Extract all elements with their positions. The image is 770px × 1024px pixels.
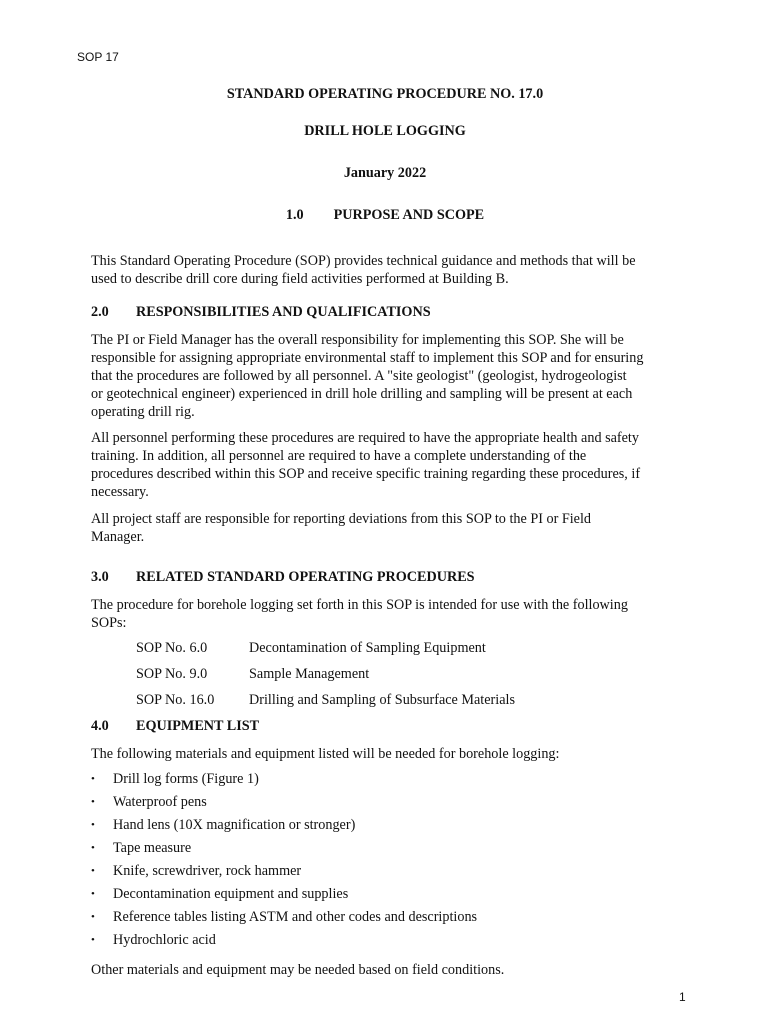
section-2-paragraph-2: [91, 429, 681, 501]
section-3-intro: [91, 596, 681, 632]
equipment-item-label: Knife, screwdriver, rock hammer: [113, 863, 302, 879]
section-2-title: RESPONSIBILITIES AND QUALIFICATIONS: [136, 304, 431, 320]
bullet-icon: •: [91, 842, 95, 854]
section-2-number: 2.0: [91, 304, 109, 320]
paragraph-line: SOPs:: [91, 615, 127, 631]
related-sop-number: SOP No. 9.0: [136, 666, 208, 682]
paragraph-line: or geotechnical engineer) experienced in drill hole drilling and sampling will be present at each: [91, 386, 633, 402]
document-date: January 2022: [343, 165, 427, 181]
bullet-icon: •: [91, 819, 95, 831]
related-sop-number: SOP No. 6.0: [136, 640, 208, 656]
section-3-number: 3.0: [91, 569, 109, 585]
related-sop-number: SOP No. 16.0: [136, 692, 215, 708]
bullet-icon: •: [91, 934, 95, 946]
section-3-title: RELATED STANDARD OPERATING PROCEDURES: [136, 569, 475, 585]
equipment-list-item: [91, 794, 207, 811]
equipment-item-label: Drill log forms (Figure 1): [113, 771, 259, 787]
related-sop-title: Drilling and Sampling of Subsurface Materials: [249, 692, 515, 708]
equipment-list-item: [91, 840, 191, 857]
equipment-list-item: [91, 771, 259, 788]
section-4-number: 4.0: [91, 718, 109, 734]
equipment-item-label: Waterproof pens: [113, 794, 207, 810]
paragraph-line: procedures described within this SOP and receive specific training regarding these procedures, if: [91, 466, 641, 482]
section-2-paragraph-3: [91, 510, 681, 546]
section-3-heading: [91, 569, 475, 586]
related-sop-title: Sample Management: [249, 666, 370, 682]
paragraph-line: necessary.: [91, 484, 149, 500]
equipment-item-label: Decontamination equipment and supplies: [113, 886, 349, 902]
paragraph-line: All personnel performing these procedures are required to have the appropriate health and safety: [91, 430, 639, 446]
equipment-list-item: [91, 932, 216, 949]
bullet-icon: •: [91, 773, 95, 785]
paragraph-line: The PI or Field Manager has the overall responsibility for implementing this SOP. She will be: [91, 332, 624, 348]
paragraph-line: Manager.: [91, 529, 145, 545]
paragraph-line: operating drill rig.: [91, 404, 195, 420]
section-1-title: PURPOSE AND SCOPE: [333, 207, 485, 223]
equipment-item-label: Reference tables listing ASTM and other codes and descriptions: [113, 909, 478, 925]
section-1-number: 1.0: [285, 207, 304, 223]
bullet-icon: •: [91, 865, 95, 877]
document-subtitle: DRILL HOLE LOGGING: [304, 123, 466, 139]
equipment-item-label: Hand lens (10X magnification or stronger): [113, 817, 356, 833]
related-sop-title: Decontamination of Sampling Equipment: [249, 640, 486, 656]
section-1-heading: [0, 207, 770, 224]
bullet-icon: •: [91, 888, 95, 900]
related-sop-row: [136, 640, 486, 657]
page-number: 1: [679, 990, 686, 1004]
equipment-list-item: [91, 909, 477, 926]
paragraph-line: that the procedures are followed by all personnel. A "site geologist" (geologist, hydrogeologist: [91, 368, 627, 384]
paragraph-line: This Standard Operating Procedure (SOP) provides technical guidance and methods that will be: [91, 253, 636, 269]
section-1-paragraph: [91, 252, 681, 288]
section-4-heading: [91, 718, 259, 735]
equipment-list-item: [91, 886, 348, 903]
equipment-list-item: [91, 817, 355, 834]
paragraph-line: training. In addition, all personnel are required to have a complete understanding of the: [91, 448, 587, 464]
paragraph-line: All project staff are responsible for reporting deviations from this SOP to the PI or Field: [91, 511, 592, 527]
bullet-icon: •: [91, 796, 95, 808]
section-4-closing: Other materials and equipment may be needed based on field conditions.: [91, 962, 505, 978]
section-4-intro: The following materials and equipment listed will be needed for borehole logging:: [91, 746, 560, 762]
equipment-item-label: Tape measure: [113, 840, 192, 856]
bullet-icon: •: [91, 911, 95, 923]
section-4-title: EQUIPMENT LIST: [136, 718, 260, 734]
header-sop-tag: SOP 17: [77, 50, 119, 64]
equipment-list-item: [91, 863, 301, 880]
paragraph-line: responsible for assigning appropriate environmental staff to implement this SOP and for ensuring: [91, 350, 644, 366]
related-sop-row: [136, 666, 369, 683]
section-2-paragraph-1: [91, 331, 681, 421]
related-sop-row: [136, 692, 515, 709]
document-title: STANDARD OPERATING PROCEDURE NO. 17.0: [226, 86, 544, 102]
paragraph-line: used to describe drill core during field activities performed at Building B.: [91, 271, 509, 287]
equipment-item-label: Hydrochloric acid: [113, 932, 216, 948]
section-2-heading: [91, 304, 431, 321]
paragraph-line: The procedure for borehole logging set forth in this SOP is intended for use with the following: [91, 597, 628, 613]
